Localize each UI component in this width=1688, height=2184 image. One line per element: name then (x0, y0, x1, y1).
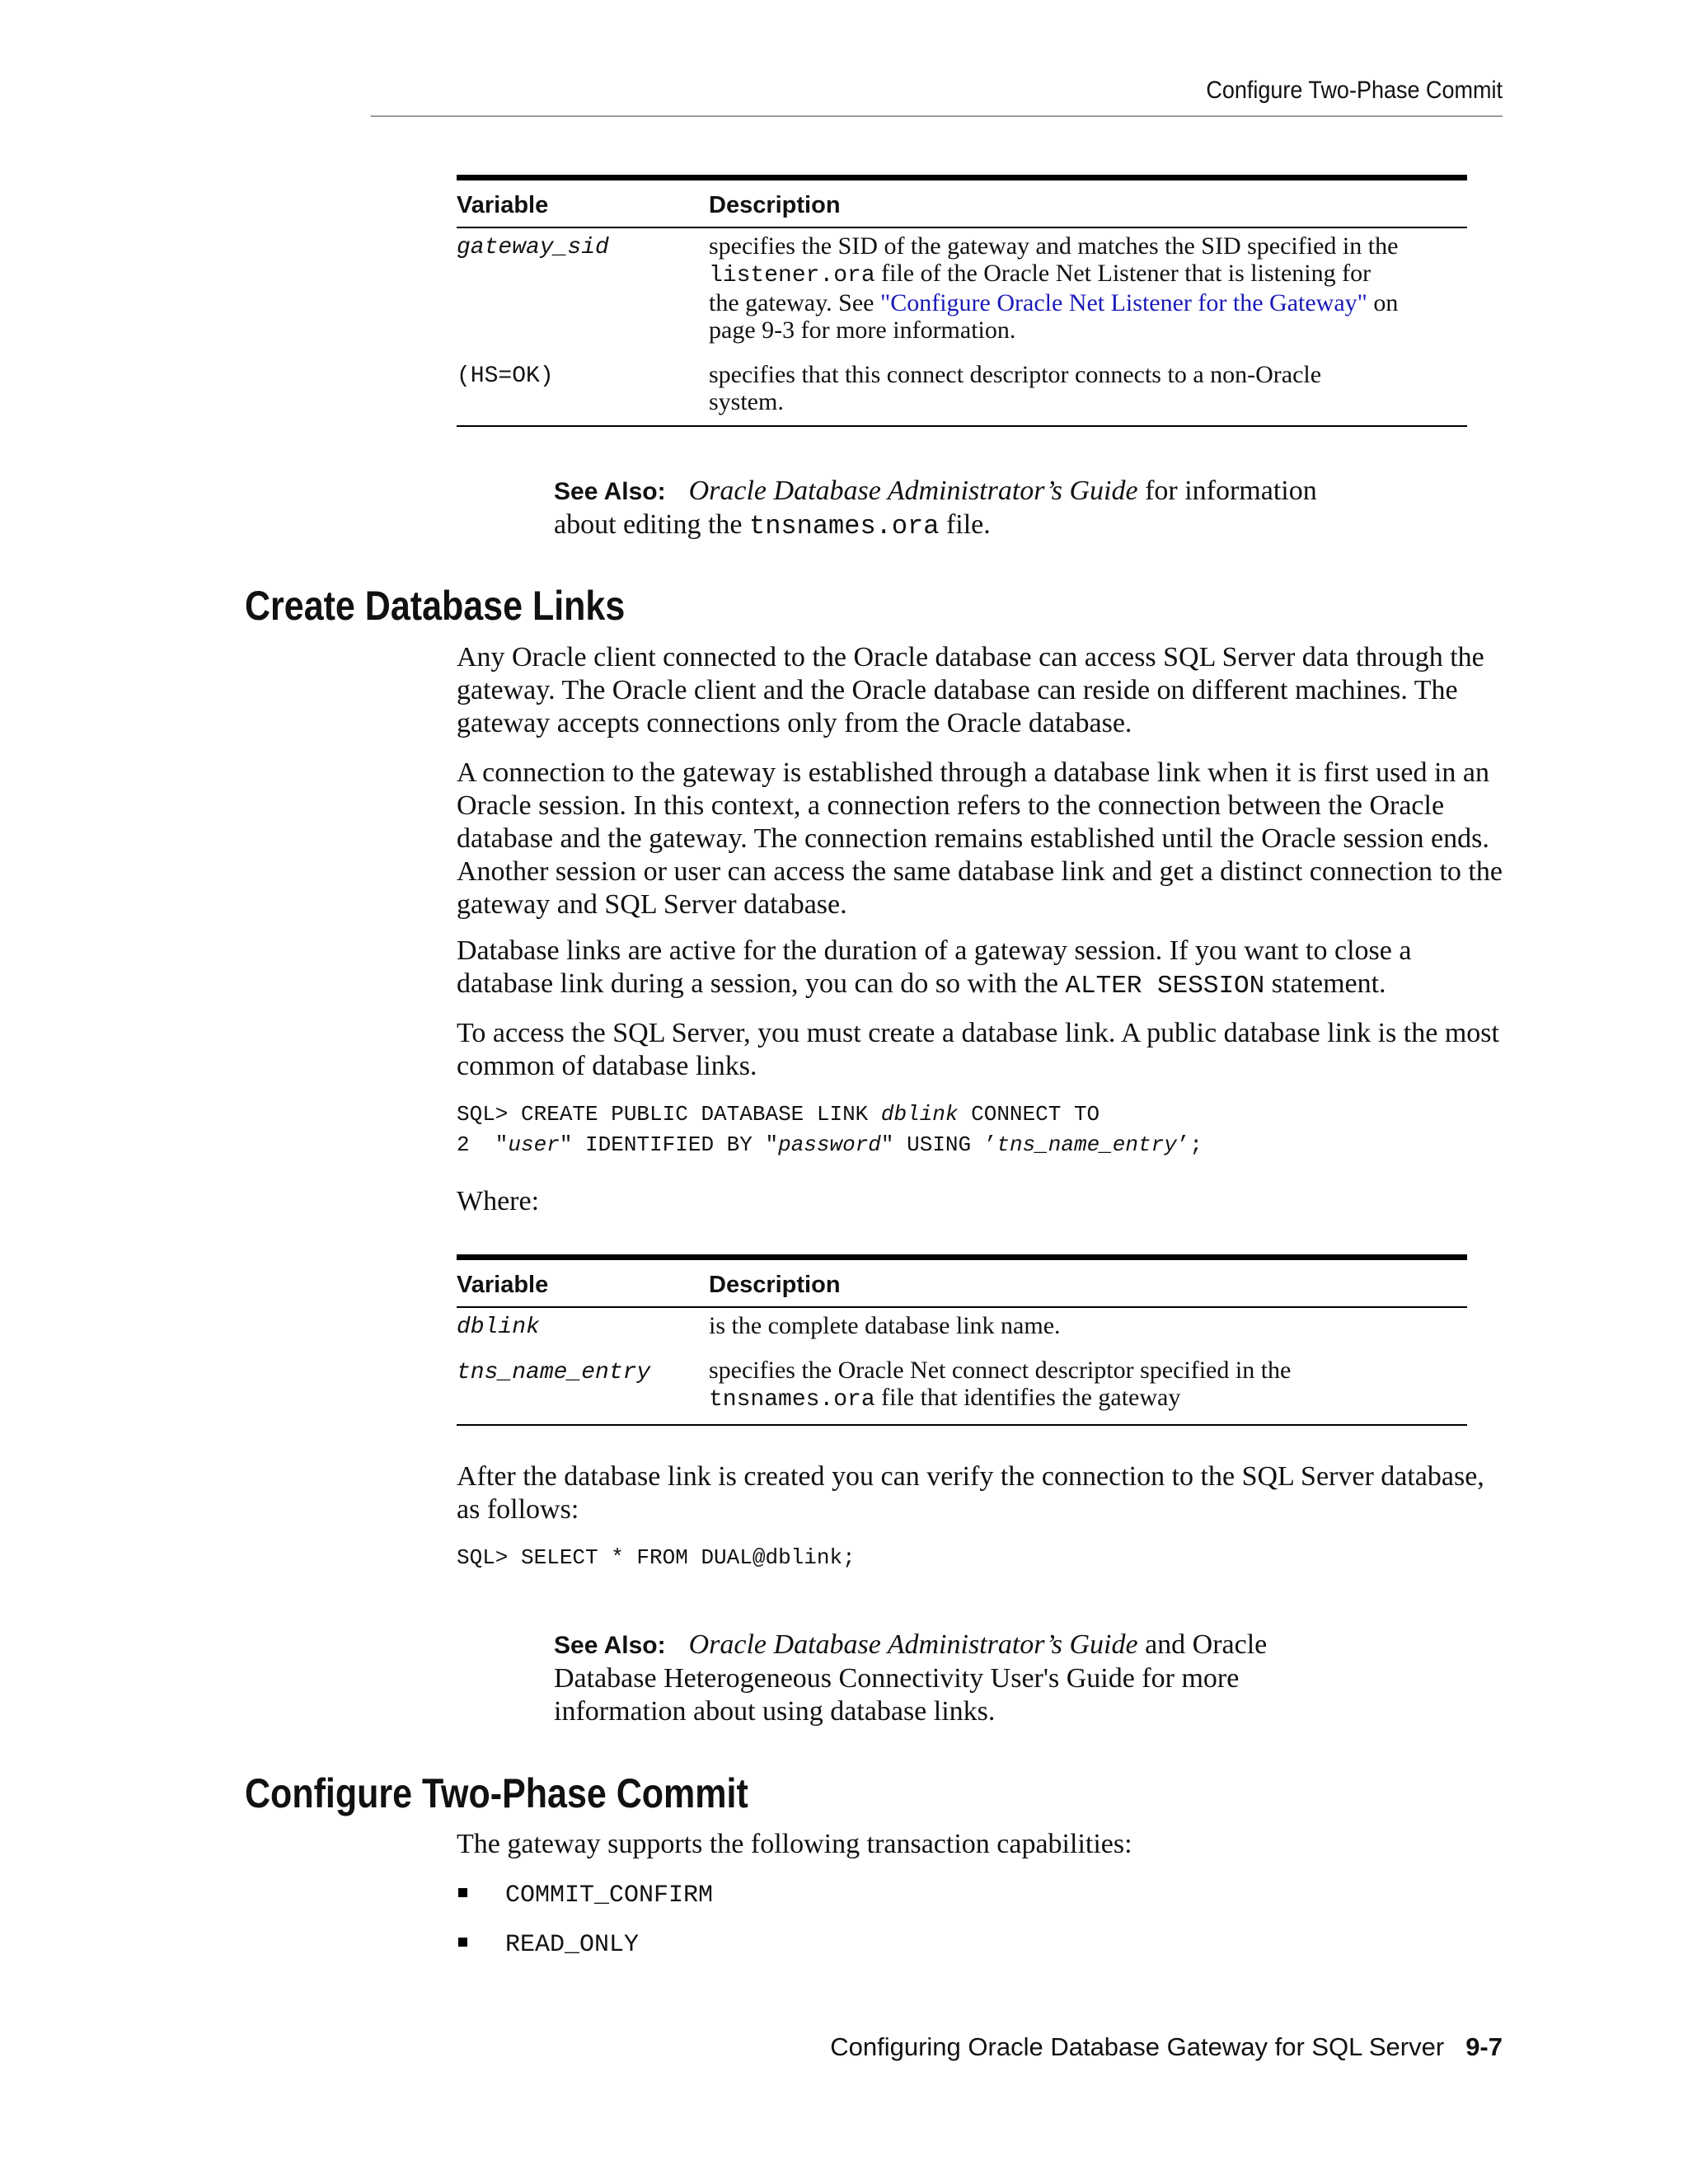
description-text: file that identifies the gateway (874, 1384, 1181, 1411)
see-also-note (554, 1629, 1395, 1728)
running-header (371, 73, 1503, 117)
paragraph-text: Database links are active for the duration of a gateway session. If you want to close a database link during a session, you can do so with the (457, 935, 1412, 999)
running-header-title: Configure Two-Phase Commit (1206, 77, 1503, 104)
see-also-label: See Also: (554, 1632, 666, 1659)
description-text: page 9-3 for more information. (709, 316, 1016, 344)
footer-title: Configuring Oracle Database Gateway for SQL Server (830, 2032, 1445, 2061)
paragraph: Where: (457, 1186, 540, 1216)
note-text: about editing the (554, 509, 750, 540)
paragraph: To access the SQL Server, you must create a database link. A public database link is the most common of database links. (457, 1018, 1499, 1081)
variable-name: (HS=OK) (457, 363, 554, 389)
column-header-variable: Variable (457, 192, 549, 218)
code-text: CONNECT TO (958, 1102, 1100, 1127)
variable-description: is the complete database link name. (709, 1312, 1061, 1339)
referenced-guide-title: Oracle Database Administrator’s Guide (688, 1629, 1138, 1660)
note-text: for information (1137, 476, 1317, 506)
table-bottom-rule (457, 425, 1467, 427)
code-text: SQL> CREATE PUBLIC DATABASE LINK (457, 1102, 881, 1127)
code-block (457, 1099, 1203, 1160)
paragraph: After the database link is created you can verify the connection to the SQL Server database, as follows: (457, 1461, 1484, 1525)
variable-table-1 (457, 175, 1467, 429)
description-text: the gateway. See (709, 289, 880, 316)
code-block: SQL> SELECT * FROM DUAL@dblink; (457, 1545, 856, 1570)
variable-description (709, 1357, 1467, 1413)
note-text: and Oracle (1137, 1629, 1268, 1660)
description-text: file of the Oracle Net Listener that is listening for (874, 260, 1372, 287)
cross-reference-link[interactable]: "Configure Oracle Net Listener for the Gateway" (879, 289, 1367, 316)
paragraph: Any Oracle client connected to the Oracle database can access SQL Server data through the gateway. The Oracle client and the Oracle database can reside on different machines. The gateway accepts connections only from the Oracle database. (457, 642, 1484, 738)
referenced-guide-title: Oracle Database Administrator’s Guide (688, 476, 1138, 506)
code-filename: tnsnames.ora (749, 511, 940, 541)
paragraph (457, 935, 1503, 1003)
code-text: 2 " (457, 1132, 509, 1157)
section-heading: Create Database Links (245, 583, 626, 629)
table-header (457, 1254, 1467, 1308)
variable-description (709, 361, 1467, 415)
bullet-square (458, 1888, 467, 1897)
code-filename: listener.ora (709, 263, 875, 288)
variable-table-2 (457, 1254, 1467, 1427)
paragraph: A connection to the gateway is established through a database link when it is first used in an Oracle session. In this context, a connection refers to the connection between the Oracle database and the gateway. The connection remains established until the Oracle session ends. Another session or user can access the same database link and get a distinct connection to the gateway and SQL Server database. (457, 757, 1503, 920)
see-also-label: See Also: (554, 478, 666, 505)
column-header-description: Description (709, 1272, 841, 1298)
code-placeholder: tns_name_entry (996, 1132, 1177, 1157)
table-bottom-rule (457, 1424, 1467, 1426)
description-text: specifies the SID of the gateway and matches the SID specified in the (709, 232, 1399, 260)
section-heading: Configure Two-Phase Commit (245, 1770, 748, 1816)
variable-name: tns_name_entry (457, 1360, 651, 1385)
page-footer (830, 2031, 1503, 2064)
code-placeholder: user (508, 1132, 560, 1157)
paragraph-text: statement. (1264, 968, 1386, 999)
list-item-text: COMMIT_CONFIRM (505, 1882, 714, 1910)
list-item (457, 1879, 713, 1912)
paragraph: The gateway supports the following transaction capabilities: (457, 1829, 1132, 1859)
description-text: specifies that this connect descriptor connects to a non-Oracle (709, 361, 1322, 388)
note-text: file. (939, 509, 991, 540)
see-also-note (554, 475, 1395, 543)
list-item (457, 1929, 639, 1961)
description-text: system. (709, 388, 784, 415)
code-placeholder: dblink (880, 1102, 959, 1127)
column-header-variable: Variable (457, 1272, 549, 1298)
code-placeholder: password (778, 1132, 881, 1157)
description-text: specifies the Oracle Net connect descriptor specified in the (709, 1357, 1292, 1384)
bullet-square (458, 1938, 467, 1947)
variable-description (709, 232, 1467, 344)
description-text: on (1367, 289, 1399, 316)
note-text: Database Heterogeneous Connectivity User's Guide for more (554, 1663, 1240, 1694)
note-text: information about using database links. (554, 1696, 996, 1727)
code-filename: tnsnames.ora (709, 1387, 875, 1413)
list-item-text: READ_ONLY (505, 1931, 640, 1959)
code-text: " IDENTIFIED BY " (559, 1132, 779, 1157)
inline-code: ALTER SESSION (1065, 972, 1265, 1001)
code-text: " USING ’ (880, 1132, 997, 1157)
page-number: 9-7 (1465, 2032, 1503, 2061)
column-header-description: Description (709, 192, 841, 218)
code-text: ’; (1176, 1132, 1203, 1157)
variable-name: dblink (457, 1315, 540, 1340)
variable-name: gateway_sid (457, 235, 609, 260)
table-header (457, 175, 1467, 228)
